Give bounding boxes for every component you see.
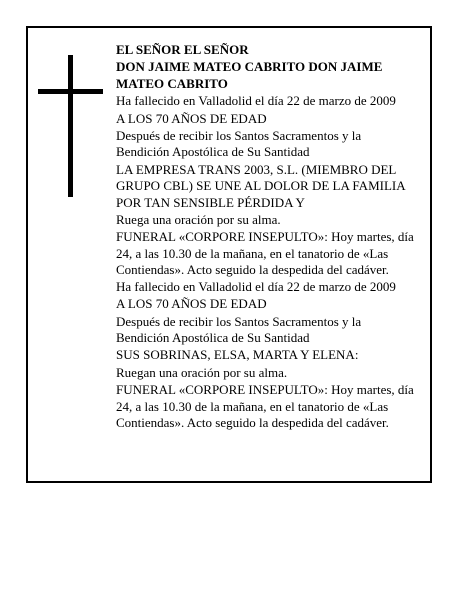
death-place-date-repeat: Ha fallecido en Valladolid el día 22 de marzo de 2009 [116, 278, 396, 294]
death-place-date: Ha fallecido en Valladolid el día 22 de marzo de 2009 [116, 93, 396, 109]
sacraments-statement-repeat: Después de recibir los Santos Sacramentos y la Bendición Apostólica de Su Santidad [116, 313, 362, 345]
prayer-request-repeat: Ruegan una oración por su alma. [116, 364, 288, 380]
age-at-death-repeat: A LOS 70 AÑOS DE EDAD [116, 296, 267, 312]
funeral-details-repeat: FUNERAL «CORPORE INSEPULTO»: Hoy martes, día 24, a las 10.30 de la mañana, en el tanatorio de «Las Contiendas». Acto seguido la despedida del cadáver. [116, 382, 414, 430]
funeral-details: FUNERAL «CORPORE INSEPULTO»: Hoy martes, día 24, a las 10.30 de la mañana, en el tanatorio de «Las Contiendas». Acto seguido la despedida del cadáver. [116, 229, 414, 278]
family-mourners: SUS SOBRINAS, ELSA, MARTA Y ELENA: [116, 347, 359, 363]
prayer-request: Ruega una oración por su alma. [116, 212, 281, 228]
deceased-title: EL SEÑOR EL SEÑOR [116, 42, 249, 57]
deceased-name: DON JAIME MATEO CABRITO DON JAIME MATEO CABRITO [116, 59, 383, 91]
sacraments-statement: Después de recibir los Santos Sacramentos y la Bendición Apostólica de Su Santidad [116, 128, 362, 160]
cross-icon-vertical-bar [68, 55, 73, 197]
obituary-text-block [116, 42, 416, 431]
cross-icon-horizontal-bar [38, 89, 103, 94]
obituary-notice-frame [26, 26, 432, 483]
company-condolence: LA EMPRESA TRANS 2003, S.L. (MIEMBRO DEL GRUPO CBL) SE UNE AL DOLOR DE LA FAMILIA POR TAN SENSIBLE PÉRDIDA Y [116, 161, 405, 210]
age-at-death: A LOS 70 AÑOS DE EDAD [116, 110, 267, 126]
